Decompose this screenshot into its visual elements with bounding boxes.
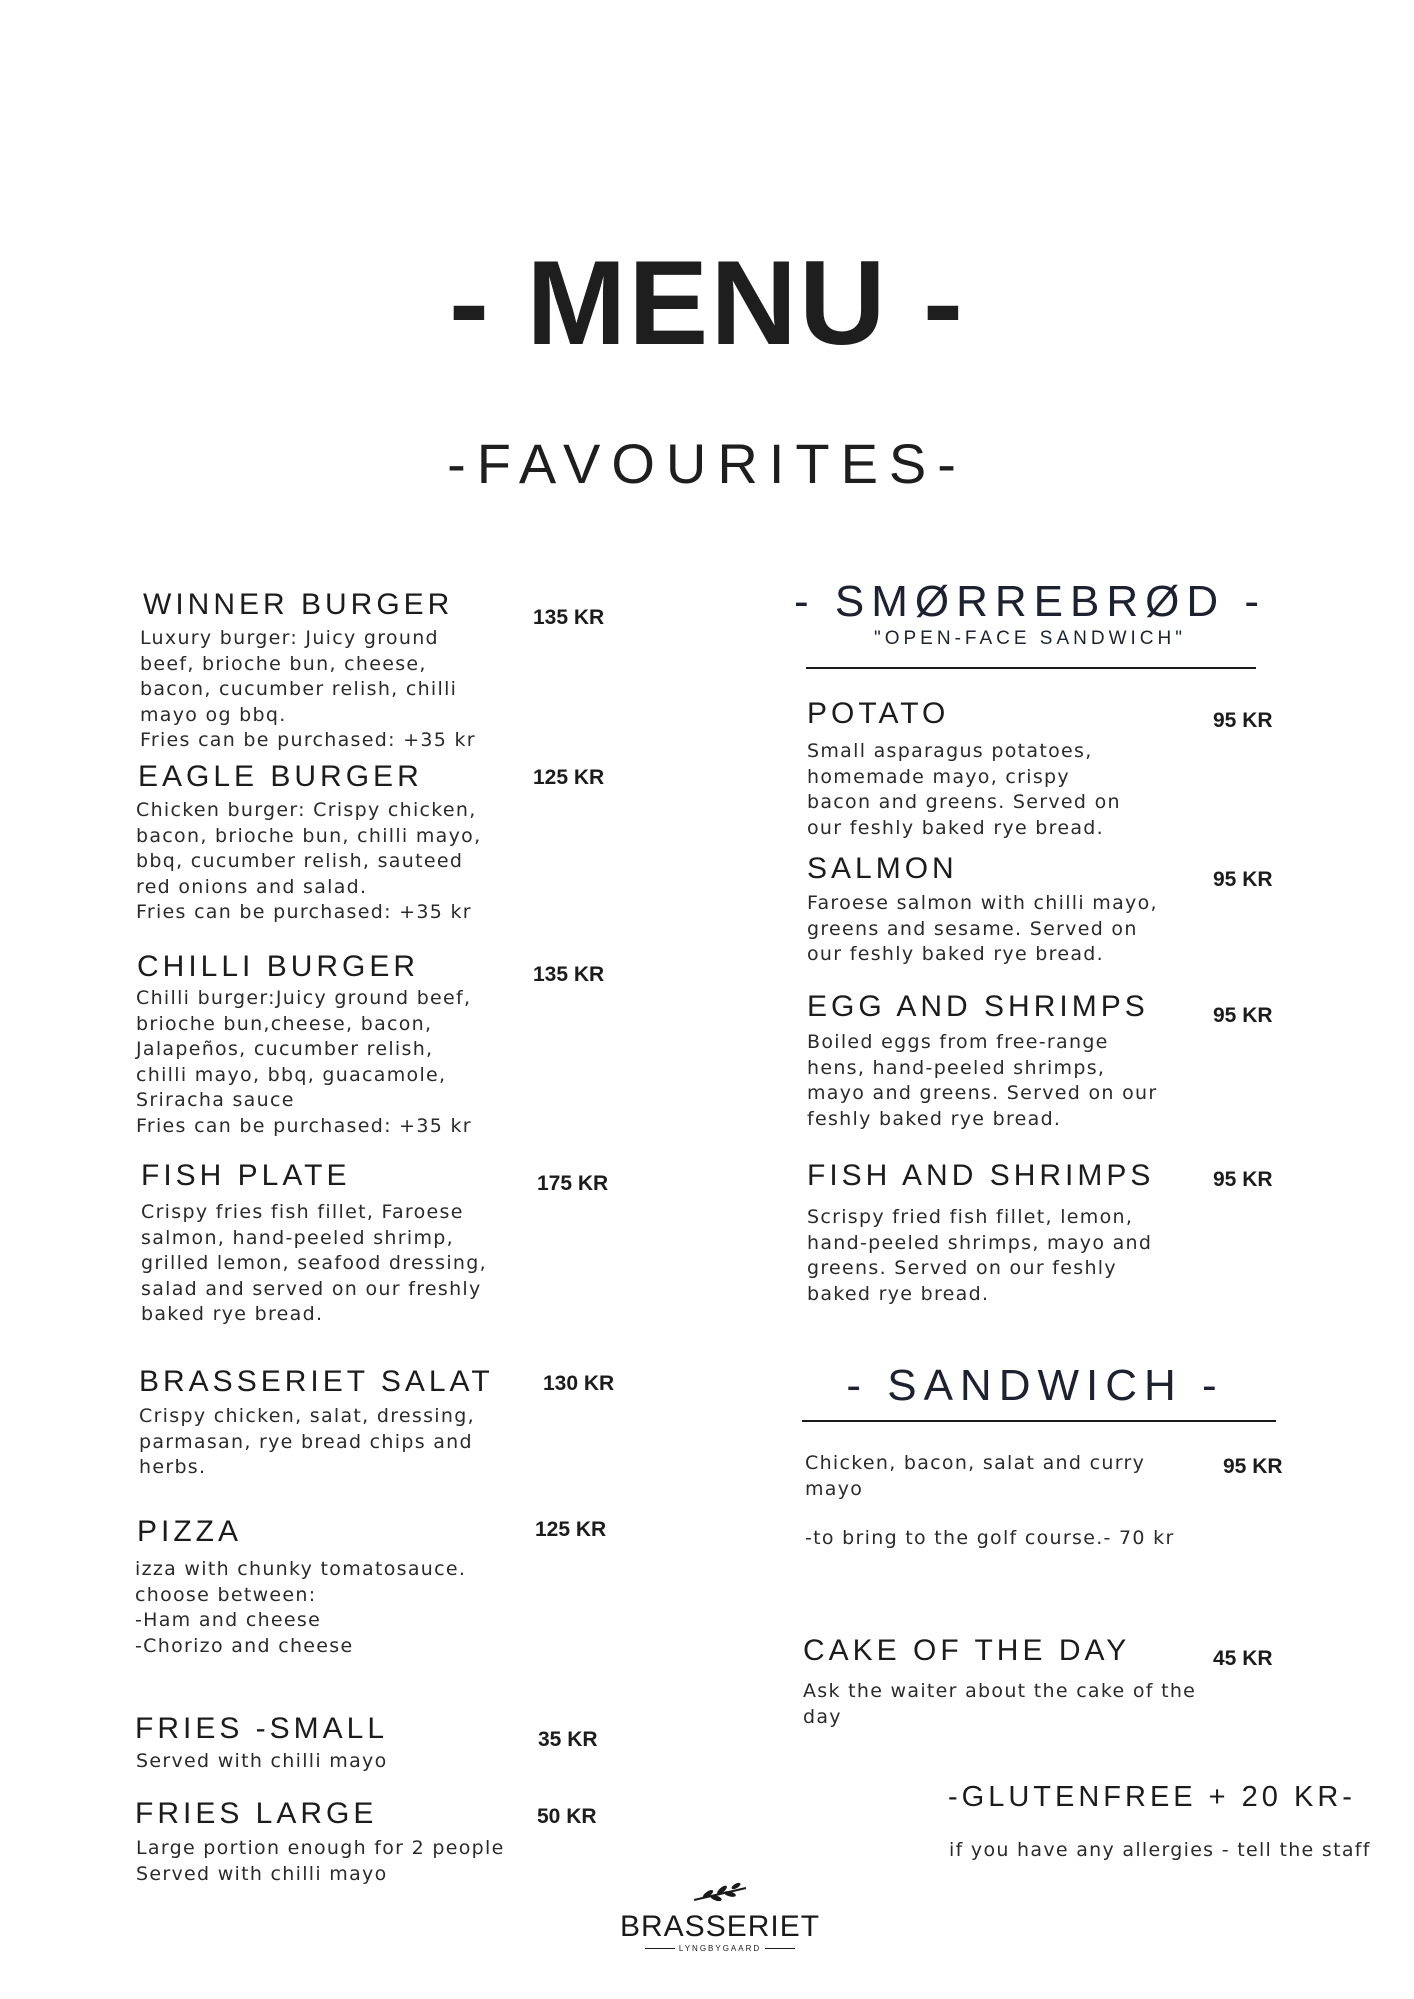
item-price: 125 KR bbox=[533, 766, 605, 789]
sandwich-description: Chicken, bacon, salat and curry mayo bbox=[805, 1452, 1146, 1500]
item-description: Crispy chicken, salat, dressing, parmasan, rye bread chips and herbs. bbox=[139, 1405, 475, 1478]
item-description: Luxury burger: Juicy ground beef, brioche bun, cheese, bacon, cucumber relish, chilli mayo og bbq. Fries can be purchased: +35 kr bbox=[140, 627, 476, 751]
item-name: WINNER BURGER bbox=[143, 588, 454, 621]
item-name: SALMON bbox=[807, 852, 958, 885]
item-description: izza with chunky tomatosauce. choose between: -Ham and cheese -Chorizo and cheese bbox=[135, 1558, 467, 1657]
item-description: Boiled eggs from free-range hens, hand-peeled shrimps, mayo and greens. Served on our feshly baked rye bread. bbox=[807, 1031, 1158, 1130]
brand-logo bbox=[620, 1882, 820, 1954]
item-price: 35 KR bbox=[538, 1728, 598, 1751]
item-name: FRIES LARGE bbox=[135, 1797, 378, 1830]
sandwich-price: 95 KR bbox=[1223, 1455, 1283, 1478]
smorrebrod-heading: - SMØRREBRØD - bbox=[794, 577, 1266, 626]
cake-name: CAKE OF THE DAY bbox=[803, 1634, 1131, 1667]
glutenfree-heading: -GLUTENFREE + 20 KR- bbox=[948, 1781, 1356, 1813]
item-price: 95 KR bbox=[1213, 1168, 1273, 1191]
item-price: 95 KR bbox=[1213, 709, 1273, 732]
logo-name: BRASSERIET bbox=[620, 1910, 821, 1943]
sandwich-heading: - SANDWICH - bbox=[846, 1361, 1224, 1410]
item-description: Chilli burger:Juicy ground beef, brioche bun,cheese, bacon, Jalapeños, cucumber relish, chilli mayo, bbq, guacamole, Sriracha sauce Fries can be purchased: +35 kr bbox=[136, 987, 472, 1137]
logo-subtitle: LYNGBYGAARD bbox=[620, 1944, 820, 1954]
item-price: 175 KR bbox=[537, 1172, 609, 1195]
item-name: EAGLE BURGER bbox=[138, 760, 423, 793]
item-name: EGG AND SHRIMPS bbox=[807, 990, 1149, 1023]
item-price: 135 KR bbox=[533, 606, 605, 629]
item-description: Faroese salmon with chilli mayo, greens and sesame. Served on our feshly baked rye bread. bbox=[807, 892, 1158, 965]
item-description: Served with chilli mayo bbox=[136, 1750, 388, 1772]
item-price: 130 KR bbox=[543, 1372, 615, 1395]
sandwich-note: -to bring to the golf course.- 70 kr bbox=[805, 1527, 1175, 1549]
item-price: 135 KR bbox=[533, 963, 605, 986]
item-price: 50 KR bbox=[537, 1805, 597, 1828]
item-description: Scrispy fried fish fillet, lemon, hand-peeled shrimps, mayo and greens. Served on our feshly baked rye bread. bbox=[807, 1206, 1153, 1305]
smorrebrod-subheading: "OPEN-FACE SANDWICH" bbox=[873, 628, 1186, 649]
cake-price: 45 KR bbox=[1213, 1647, 1273, 1670]
item-name: FRIES -SMALL bbox=[135, 1712, 389, 1745]
allergy-note: if you have any allergies - tell the staff bbox=[949, 1839, 1371, 1861]
favourites-heading: -FAVOURITES- bbox=[447, 432, 967, 495]
menu-title: - MENU - bbox=[449, 236, 965, 370]
item-description: Large portion enough for 2 people Served with chilli mayo bbox=[136, 1837, 505, 1885]
item-name: POTATO bbox=[807, 697, 950, 730]
item-name: CHILLI BURGER bbox=[137, 950, 420, 983]
item-price: 95 KR bbox=[1213, 868, 1273, 891]
item-name: BRASSERIET SALAT bbox=[139, 1365, 494, 1398]
item-description: Small asparagus potatoes, homemade mayo, crispy bacon and greens. Served on our feshly baked rye bread. bbox=[807, 740, 1121, 839]
item-name: PIZZA bbox=[137, 1515, 243, 1548]
cake-description: Ask the waiter about the cake of the day bbox=[803, 1680, 1197, 1728]
item-name: FISH PLATE bbox=[141, 1159, 351, 1192]
item-name: FISH AND SHRIMPS bbox=[807, 1159, 1155, 1192]
item-price: 95 KR bbox=[1213, 1004, 1273, 1027]
menu-item bbox=[143, 588, 453, 622]
item-description: Chicken burger: Crispy chicken, bacon, brioche bun, chilli mayo, bbq, cucumber relish, sauteed red onions and salad. Fries can be purchased: +35 kr bbox=[136, 799, 482, 923]
section-divider bbox=[806, 667, 1256, 669]
item-description: Crispy fries fish fillet, Faroese salmon, hand-peeled shrimp, grilled lemon, seafood dressing, salad and served on our freshly baked rye bread. bbox=[141, 1201, 487, 1325]
item-price: 125 KR bbox=[535, 1518, 607, 1541]
section-divider bbox=[802, 1420, 1276, 1422]
olive-branch-icon bbox=[690, 1882, 750, 1906]
